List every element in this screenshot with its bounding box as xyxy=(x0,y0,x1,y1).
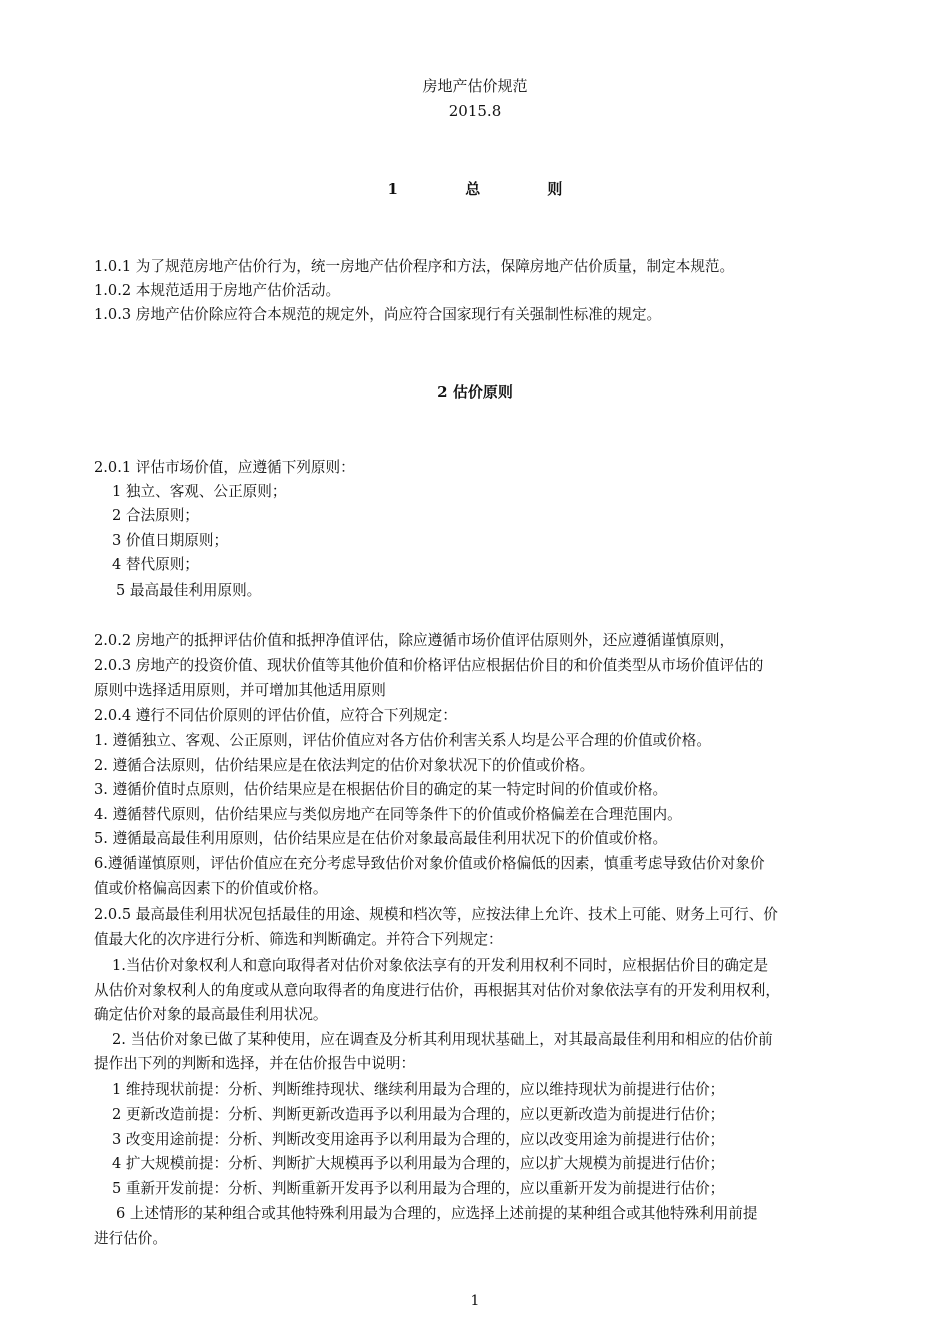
clause-1-0-1: 1.0.1 为了规范房地产估价行为，统一房地产估价程序和方法，保障房地产估价质量，制定本规范。 xyxy=(94,258,735,275)
list-item: 5. 遵循最高最佳利用原则，估价结果应是在估价对象最高最佳利用状况下的价值或价格。 xyxy=(94,830,668,847)
list-item-6-line-1: 6.遵循谨慎原则，评估价值应在充分考虑导致估价对象价值或价格偏低的因素，慎重考虑导致估价对象价 xyxy=(94,855,765,872)
clause-2-0-3-line-2: 原则中选择适用原则，并可增加其他适用原则 xyxy=(94,682,386,699)
clause-2-0-5-item-2-line-2: 提作出下列的判断和选择，并在估价报告中说明： xyxy=(94,1055,416,1072)
list-item: 2 更新改造前提：分析、判断更新改造再予以利用最为合理的，应以更新改造为前提进行估价； xyxy=(112,1106,725,1123)
list-item: 3 改变用途前提：分析、判断改变用途再予以利用最为合理的，应以改变用途为前提进行估价； xyxy=(112,1131,725,1148)
list-item: 4. 遵循替代原则，估价结果应与类似房地产在同等条件下的价值或价格偏差在合理范围内。 xyxy=(94,806,682,823)
list-item: 2 合法原则； xyxy=(112,507,199,524)
clause-2-0-5-item-2-line-1: 2. 当估价对象已做了某种使用，应在调查及分析其利用现状基础上，对其最高最佳利用和相应的估价前 xyxy=(112,1031,773,1048)
page-number: 1 xyxy=(470,1293,480,1309)
list-item: 1. 遵循独立、客观、公正原则，评估价值应对各方估价利害关系人均是公平合理的价值或价格。 xyxy=(94,732,711,749)
chapter-1-heading: 1 总 则 xyxy=(387,180,563,198)
chapter-2-heading: 2 估价原则 xyxy=(437,383,513,401)
clause-1-0-2: 1.0.2 本规范适用于房地产估价活动。 xyxy=(94,282,341,299)
list-item: 1 维持现状前提：分析、判断维持现状、继续利用最为合理的，应以维持现状为前提进行估价； xyxy=(112,1081,725,1098)
clause-2-0-5-line-2: 值最大化的次序进行分析、筛选和判断确定。并符合下列规定： xyxy=(94,931,503,948)
list-item: 4 扩大规模前提：分析、判断扩大规模再予以利用最为合理的，应以扩大规模为前提进行估价； xyxy=(112,1155,725,1172)
clause-2-0-5-item-1-line-2: 从估价对象权利人的角度或从意向取得者的角度进行估价，再根据其对估价对象依法享有的开发利用权利， xyxy=(94,982,780,999)
list-item-6-line-2: 值或价格偏高因素下的价值或价格。 xyxy=(94,880,328,897)
document-title: 房地产估价规范 xyxy=(422,77,528,95)
list-item: 4 替代原则； xyxy=(112,556,199,573)
list-item: 3 价值日期原则； xyxy=(112,532,229,549)
clause-2-0-5-item-1-line-3: 确定估价对象的最高最佳利用状况。 xyxy=(94,1006,328,1023)
document-date: 2015.8 xyxy=(448,102,502,120)
clause-2-0-3-line-1: 2.0.3 房地产的投资价值、现状价值等其他价值和价格评估应根据估价目的和价值类型从市场价值评估的 xyxy=(94,657,764,674)
list-item: 2. 遵循合法原则，估价结果应是在依法判定的估价对象状况下的价值或价格。 xyxy=(94,757,595,774)
clause-2-0-5-item-1-line-1: 1.当估价对象权利人和意向取得者对估价对象依法享有的开发利用权利不同时，应根据估价目的确定是 xyxy=(112,957,769,974)
clause-2-0-1: 2.0.1 评估市场价值，应遵循下列原则： xyxy=(94,459,355,476)
list-item: 5 最高最佳利用原则。 xyxy=(116,582,262,599)
clause-2-0-2: 2.0.2 房地产的抵押评估价值和抵押净值评估，除应遵循市场价值评估原则外，还应遵循谨慎原则， xyxy=(94,632,735,649)
list-item: 5 重新开发前提：分析、判断重新开发再予以利用最为合理的，应以重新开发为前提进行估价； xyxy=(112,1180,725,1197)
clause-2-0-5-line-1: 2.0.5 最高最佳利用状况包括最佳的用途、规模和档次等，应按法律上允许、技术上可能、财务上可行、价 xyxy=(94,906,778,923)
clause-2-0-4: 2.0.4 遵行不同估价原则的评估价值，应符合下列规定： xyxy=(94,707,457,724)
list-item: 1 独立、客观、公正原则； xyxy=(112,483,287,500)
sub-item-6-line-1: 6 上述情形的某种组合或其他特殊利用最为合理的，应选择上述前提的某种组合或其他特殊利用前提 xyxy=(116,1205,758,1222)
sub-item-6-line-2: 进行估价。 xyxy=(94,1230,167,1247)
clause-1-0-3: 1.0.3 房地产估价除应符合本规范的规定外，尚应符合国家现行有关强制性标准的规定。 xyxy=(94,306,662,323)
list-item: 3. 遵循价值时点原则，估价结果应是在根据估价目的确定的某一特定时间的价值或价格。 xyxy=(94,781,668,798)
